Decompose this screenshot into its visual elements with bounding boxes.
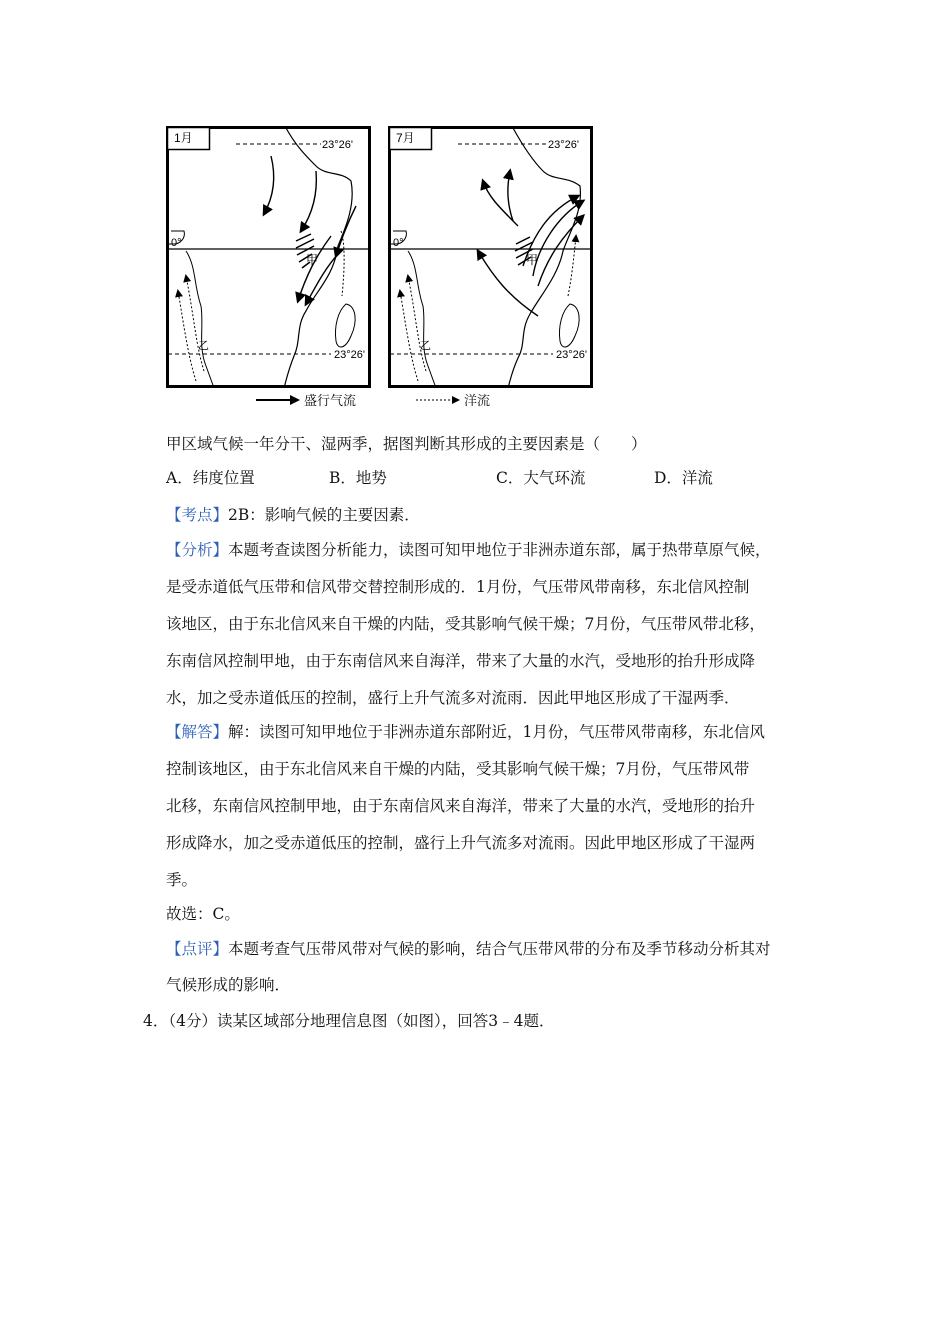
solid-arrow-icon [256,394,300,406]
lat-bottom-label: 23°26' [556,349,587,361]
dotted-arrow-icon [416,394,460,406]
point-yi-label: 乙 [420,339,431,352]
fenxi-line-1 [166,540,771,560]
legend-current-label: 洋流 [464,394,491,409]
region-jia-label: 甲 [306,253,319,267]
jieda-line-2: 控制该地区，由于东北信风来自干燥的内陆，受其影响气候干燥；7月份，气压带风带 [166,760,750,778]
dianping-line-2: 气候形成的影响． [166,976,291,994]
map-july [388,126,593,389]
jieda-text: 解：读图可知甲地位于非洲赤道东部附近，1月份，气压带风带南移，东北信风 [228,723,765,741]
fenxi-text: 本题考查读图分析能力，读图可知甲地位于非洲赤道东部，属于热带草原气候， [228,541,771,559]
fenxi-line-3: 该地区，由于东北信风来自干燥的内陆，受其影响气候干燥；7月份，气压带风带北移， [166,615,765,633]
lat-top-label: 23°26' [548,139,579,151]
legend-wind [256,390,356,409]
option-a: A．纬度位置 [166,469,255,487]
map-january [166,126,371,389]
fenxi-line-4: 东南信风控制甲地，由于东南信风来自海洋，带来了大量的水汽，受地形的抬升形成降 [166,652,756,670]
fenxi-line-5: 水，加之受赤道低压的控制，盛行上升气流多对流雨．因此甲地区形成了干湿两季． [166,689,740,707]
lat-top-label: 23°26' [322,139,353,151]
jieda-tag: 【解答】 [166,723,229,741]
jieda-line-3: 北移，东南信风控制甲地，由于东南信风来自海洋，带来了大量的水汽，受地形的抬升 [166,797,756,815]
option-b: B．地势 [329,469,387,487]
month-label: 1月 [174,131,193,145]
equator-label: 0° [393,237,404,249]
fenxi-line-2: 是受赤道低气压带和信风带交替控制形成的．1月份，气压带风带南移，东北信风控制 [166,578,750,596]
dianping-line-1 [166,939,771,959]
option-d: D．洋流 [654,469,713,487]
option-c: C．大气环流 [496,469,586,487]
point-yi-label: 乙 [198,339,209,352]
jieda-line-1 [166,722,765,742]
next-question: 4．（4分）读某区域部分地理信息图（如图），回答3﹣4题． [143,1012,555,1030]
legend-wind-label: 盛行气流 [304,394,357,409]
legend-current [416,390,490,409]
equator-label: 0° [171,237,182,249]
kaodian-tag: 【考点】 [166,506,229,524]
answer-line: 故选：C。 [166,905,240,923]
region-jia-label: 甲 [526,253,539,267]
question-stem: 甲区域气候一年分干、湿两季，据图判断其形成的主要因素是（ ） [166,435,647,453]
kaodian [166,505,420,525]
dianping-tag: 【点评】 [166,940,229,958]
lat-bottom-label: 23°26' [334,349,365,361]
dianping-text: 本题考查气压带风带对气候的影响，结合气压带风带的分布及季节移动分析其对 [228,940,771,958]
climate-figure [166,126,596,416]
jieda-line-5: 季。 [166,871,198,889]
fenxi-tag: 【分析】 [166,541,229,559]
kaodian-text: 2B：影响气候的主要因素． [228,506,420,524]
jieda-line-4: 形成降水，加之受赤道低压的控制，盛行上升气流多对流雨。因此甲地区形成了干湿两 [166,834,756,852]
month-label: 7月 [396,131,415,145]
